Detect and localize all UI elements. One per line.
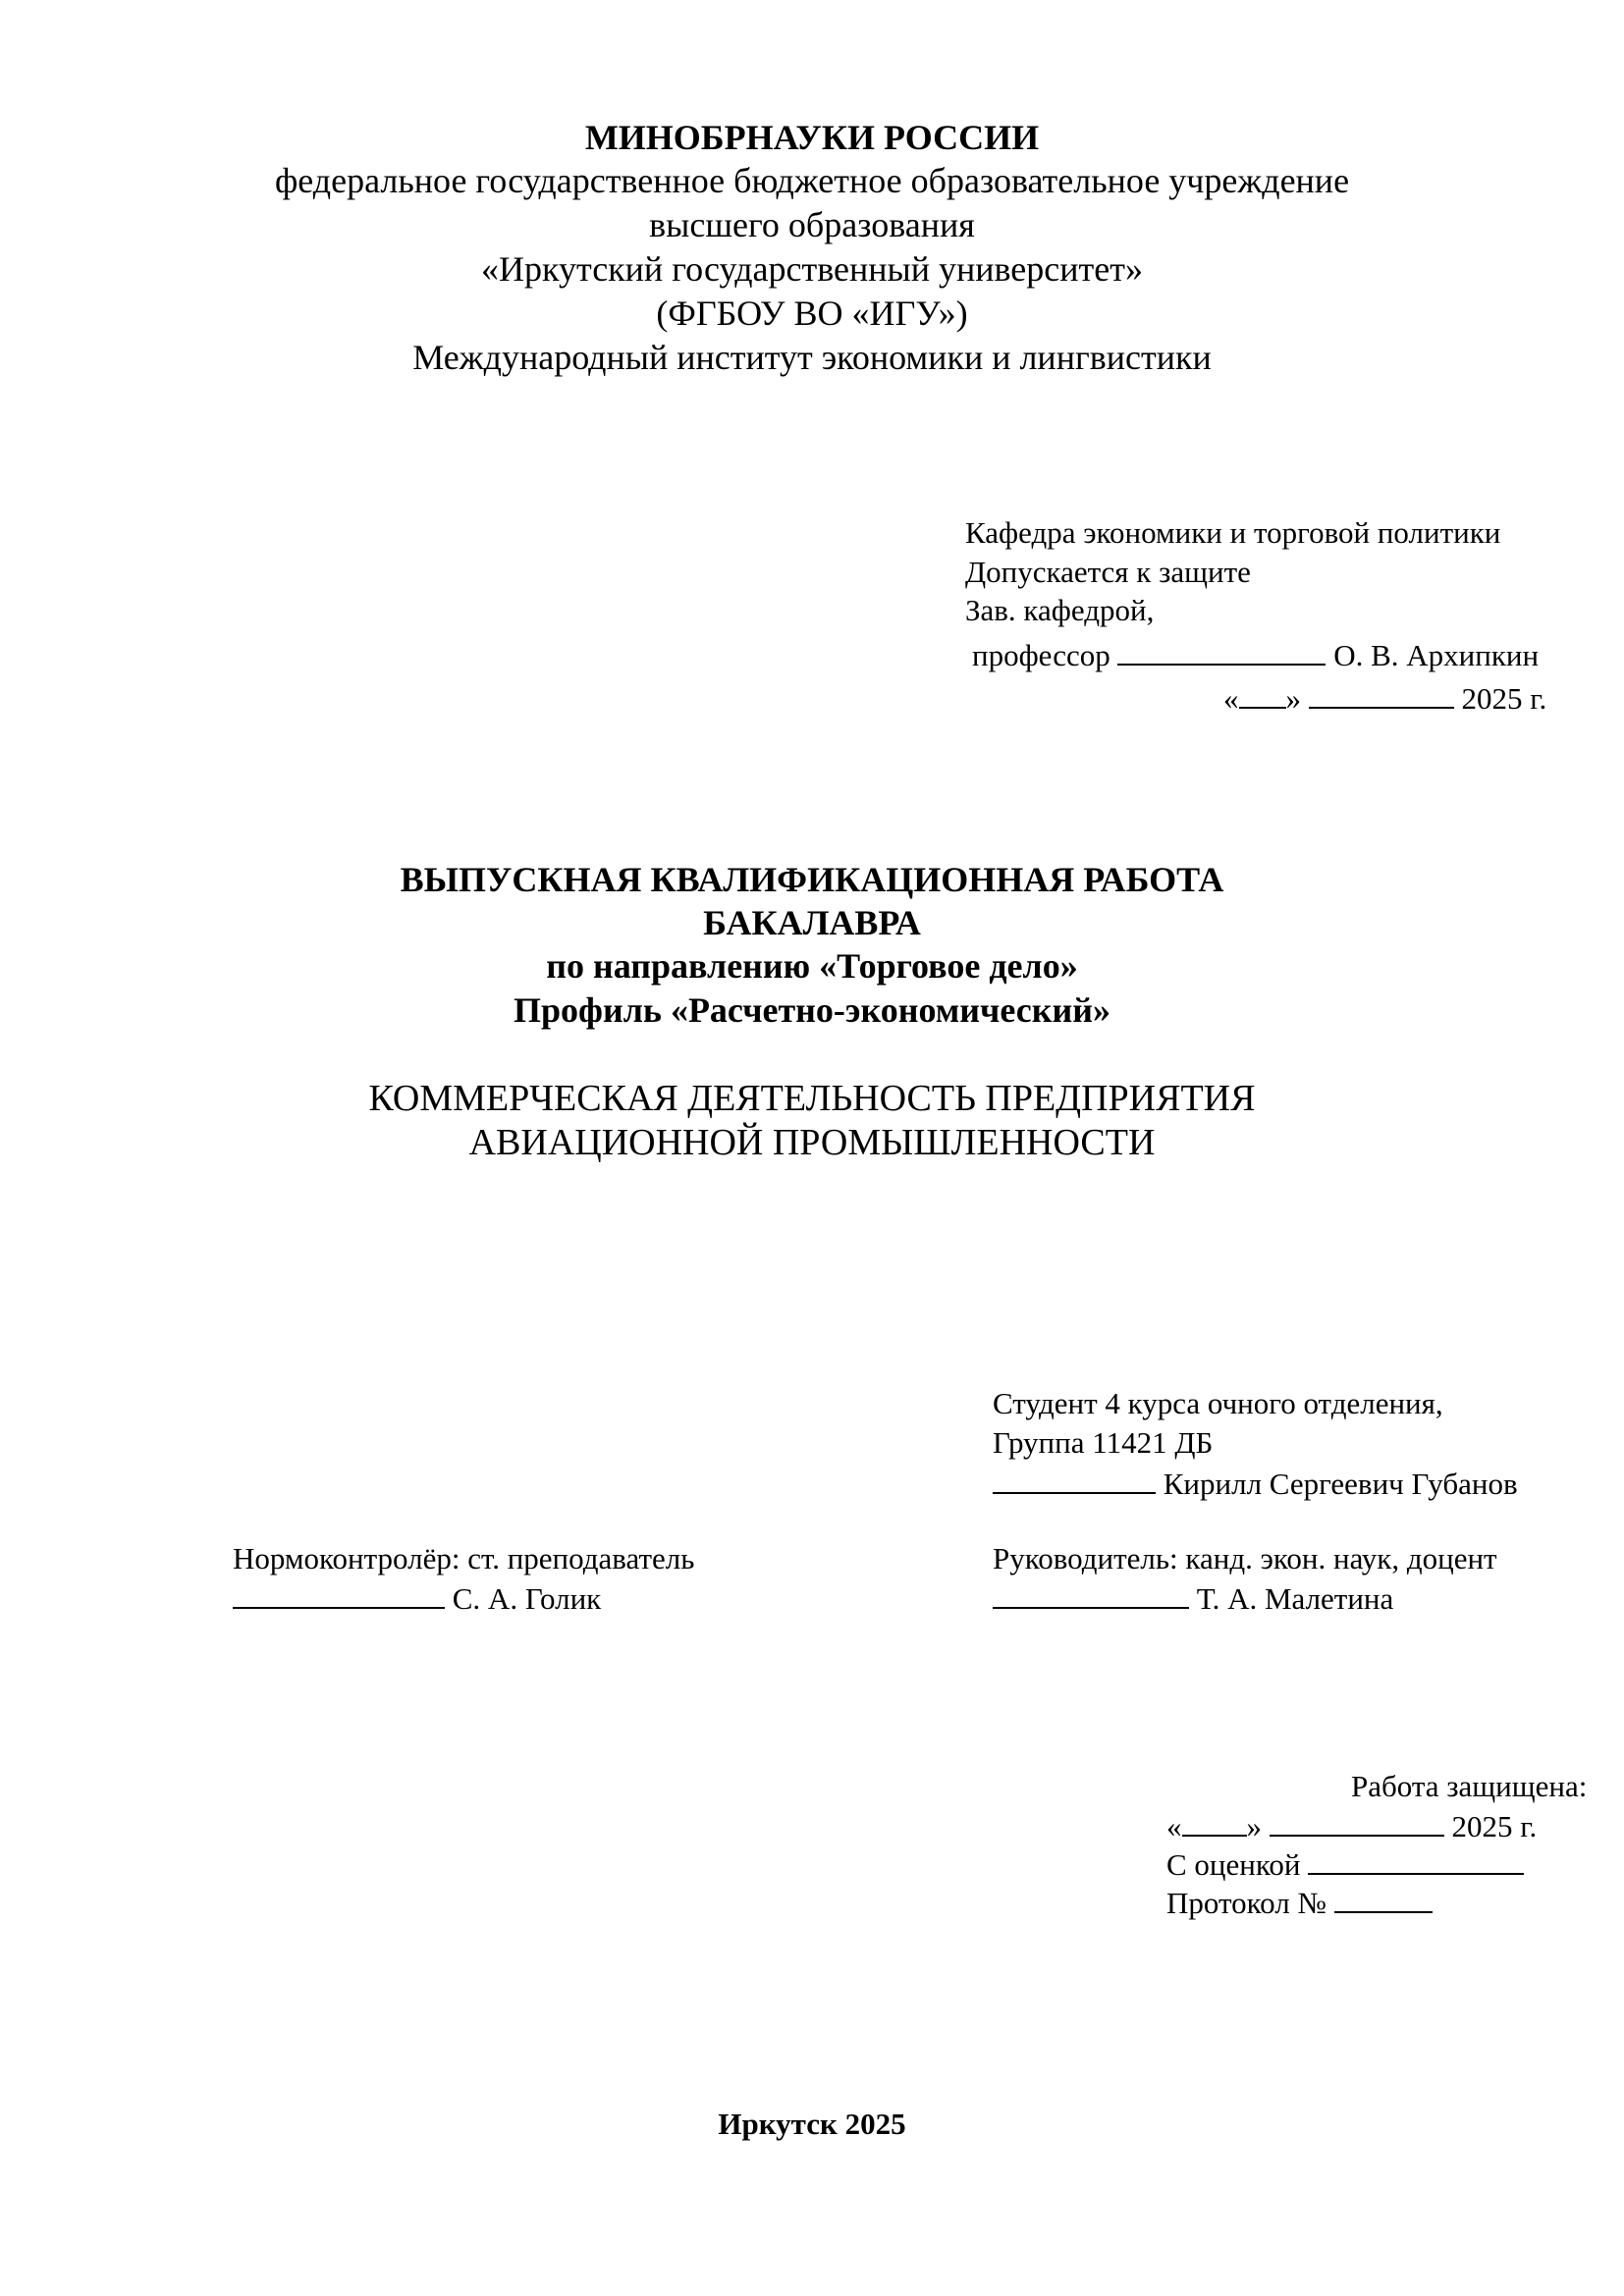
date-open-quote: «: [1223, 681, 1239, 716]
education-level: высшего образования: [649, 205, 975, 244]
protocol-blank: [1334, 1886, 1433, 1913]
grade-label: С оценкой: [1166, 1847, 1301, 1882]
topic-line1: КОММЕРЧЕСКАЯ ДЕЯТЕЛЬНОСТЬ ПРЕДПРИЯТИЯ: [368, 1078, 1256, 1119]
grade-line: [1166, 1847, 1524, 1880]
admission-year: 2025 г.: [1461, 681, 1547, 716]
work-type-line2: БАКАЛАВРА: [703, 903, 921, 942]
month-blank: [1309, 681, 1454, 709]
student-group: Группа 11421 ДБ: [993, 1425, 1214, 1460]
normcontrol-signature-line: [233, 1581, 601, 1614]
normcontrol-name: С. А. Голик: [452, 1581, 602, 1616]
institution-type: федеральное государственное бюджетное образовательное учреждение: [274, 161, 1350, 200]
university-name: «Иркутский государственный университет»: [481, 249, 1143, 289]
work-direction: по направлению «Торговое дело»: [546, 946, 1078, 986]
date-open-quote: «: [1166, 1809, 1182, 1843]
institute-name: Международный институт экономики и лингвистики: [412, 338, 1212, 377]
defense-year: 2025 г.: [1451, 1809, 1538, 1843]
signature-line: [993, 1581, 1189, 1609]
department-head-name: О. В. Архипкин: [1333, 638, 1540, 672]
university-abbreviation: (ФГБОУ ВО «ИГУ»): [656, 294, 968, 333]
city-year: Иркутск 2025: [718, 2107, 906, 2141]
department-head-label: Зав. кафедрой,: [965, 593, 1155, 627]
signature-line: [993, 1467, 1156, 1494]
work-type-line1: ВЫПУСКНАЯ КВАЛИФИКАЦИОННАЯ РАБОТА: [400, 860, 1224, 899]
work-profile: Профиль «Расчетно-экономический»: [514, 990, 1110, 1030]
supervisor-signature-line: [993, 1581, 1393, 1614]
student-course: Студент 4 курса очного отделения,: [993, 1386, 1443, 1420]
grade-blank: [1308, 1847, 1524, 1875]
signature-line: [233, 1581, 445, 1609]
day-blank: [1182, 1809, 1247, 1837]
topic-line2: АВИАЦИОННОЙ ПРОМЫШЛЕННОСТИ: [468, 1122, 1156, 1163]
admission-allowed: Допускается к защите: [965, 555, 1251, 589]
normcontrol-title: Нормоконтролёр: ст. преподаватель: [233, 1541, 695, 1575]
protocol-label: Протокол №: [1166, 1886, 1326, 1920]
date-close-quote: »: [1285, 681, 1301, 716]
signature-line: [1117, 638, 1326, 666]
month-blank: [1270, 1809, 1444, 1837]
admission-date-line: [1223, 681, 1546, 714]
supervisor-title: Руководитель: канд. экон. наук, доцент: [993, 1541, 1497, 1575]
student-name: Кирилл Сергеевич Губанов: [1163, 1467, 1518, 1501]
defense-date-line: [1166, 1809, 1537, 1842]
day-blank: [1239, 681, 1286, 709]
department-name: Кафедра экономики и торговой политики: [965, 515, 1501, 550]
department-head-line: [972, 638, 1539, 670]
defense-label: Работа защищена:: [1351, 1769, 1588, 1803]
date-close-quote: »: [1246, 1809, 1262, 1843]
supervisor-name: Т. А. Малетина: [1196, 1581, 1394, 1616]
ministry-title: МИНОБРНАУКИ РОССИИ: [584, 118, 1040, 157]
protocol-line: [1166, 1886, 1433, 1918]
department-head-title: профессор: [972, 638, 1110, 672]
student-signature-line: [993, 1467, 1518, 1499]
